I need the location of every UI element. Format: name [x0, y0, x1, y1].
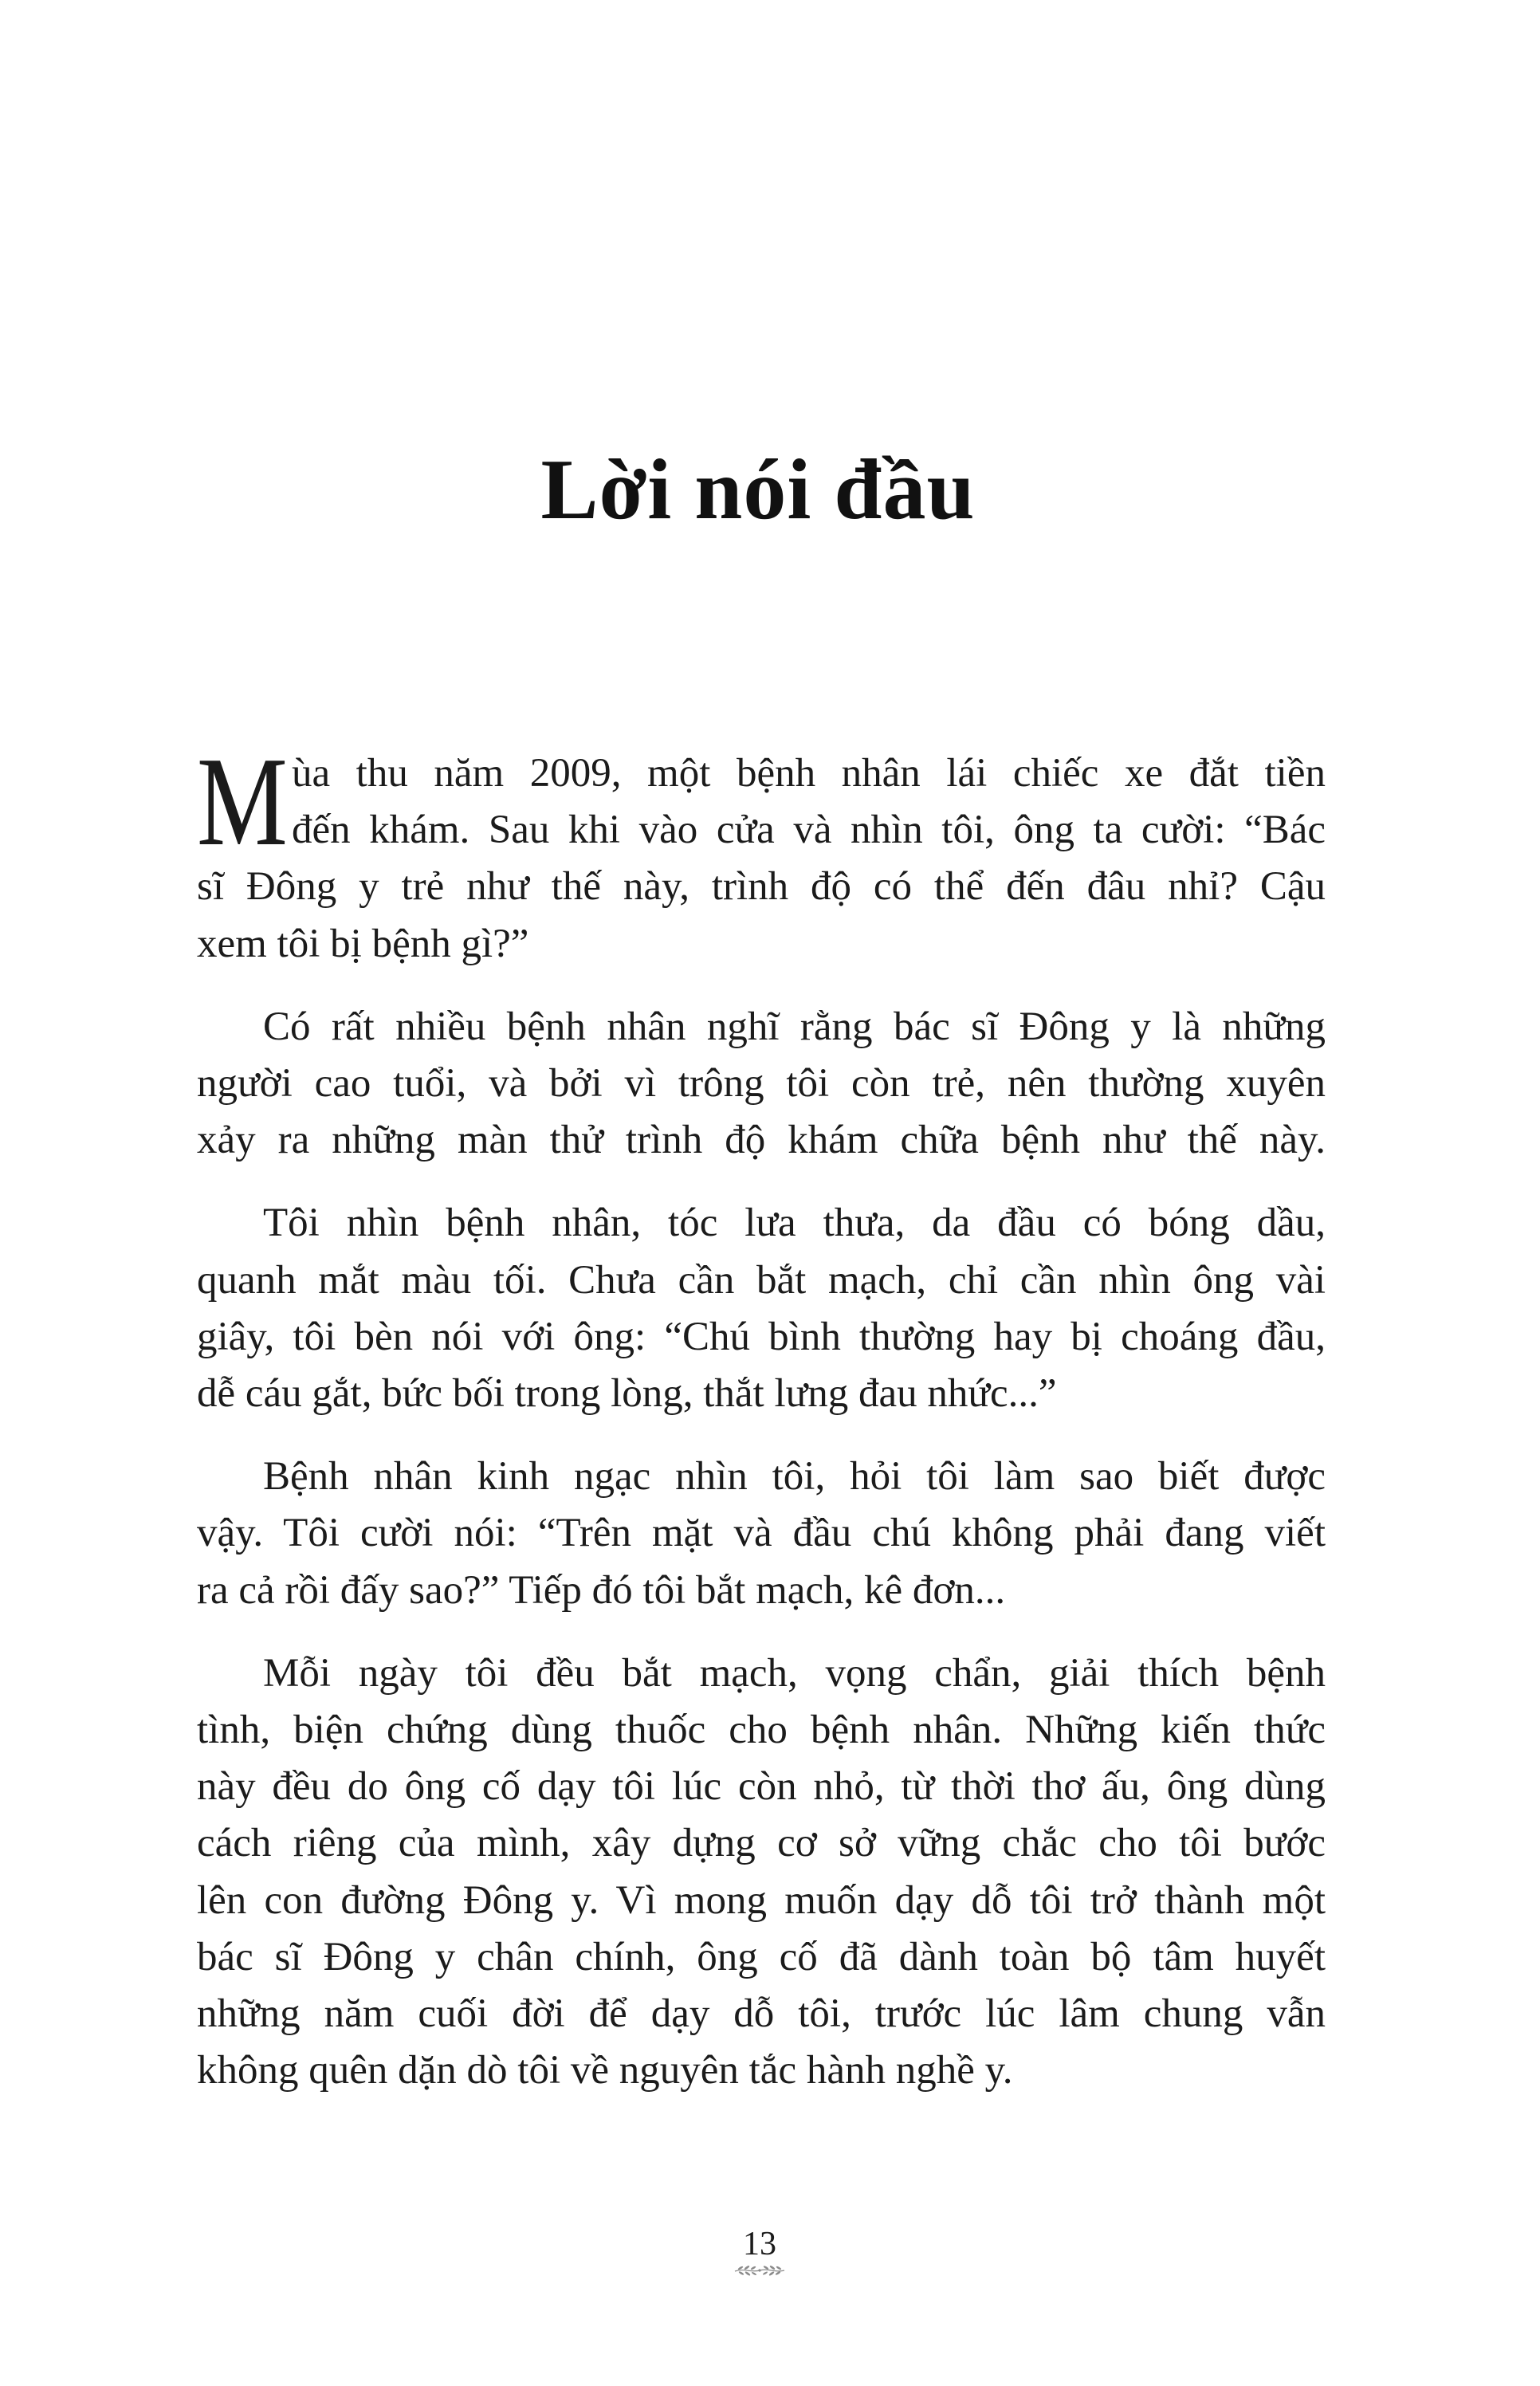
text-line: tình, biện chứng dùng thuốc cho bệnh nhân. Những kiến thức: [197, 1708, 1326, 1753]
text-line: không quên dặn dò tôi về nguyên tắc hành nghề y.: [197, 2048, 1013, 2093]
text-line: Mỗi ngày tôi đều bắt mạch, vọng chẩn, giải thích bệnh: [263, 1650, 1326, 1696]
page-number: 13: [743, 2226, 776, 2262]
chapter-title: Lời nói đầu: [540, 442, 976, 537]
text-line: lên con đường Đông y. Vì mong muốn dạy dỗ tôi trở thành một: [197, 1877, 1326, 1923]
paragraph: [197, 999, 1326, 1169]
text-line: dễ cáu gắt, bức bối trong lòng, thắt lưng đau nhức...”: [197, 1371, 1057, 1417]
text-line: Tôi nhìn bệnh nhân, tóc lưa thưa, da đầu có bóng dầu,: [263, 1201, 1326, 1246]
paragraph: [197, 730, 1326, 973]
text-line: đến khám. Sau khi vào cửa và nhìn tôi, ông ta cười: “Bác: [292, 808, 1326, 853]
text-line: những năm cuối đời để dạy dỗ tôi, trước lúc lâm chung vẫn: [197, 1991, 1326, 2037]
text-line: cách riêng của mình, xây dựng cơ sở vững chắc cho tôi bước: [197, 1821, 1326, 1866]
text-line: bác sĩ Đông y chân chính, ông cố đã dành toàn bộ tâm huyết: [197, 1934, 1326, 1979]
text-line: này đều do ông cố dạy tôi lúc còn nhỏ, từ thời thơ ấu, ông dùng: [197, 1764, 1326, 1810]
text-line: người cao tuổi, và bởi vì trông tôi còn trẻ, nên thường xuyên: [197, 1061, 1326, 1107]
text-line: ra cả rồi đấy sao?” Tiếp đó tôi bắt mạch, kê đơn...: [197, 1567, 1006, 1613]
text-line: vậy. Tôi cười nói: “Trên mặt và đầu chú không phải đang viết: [197, 1511, 1326, 1556]
text-line: xem tôi bị bệnh gì?”: [197, 921, 529, 966]
paragraph: [197, 1195, 1326, 1422]
paragraph: [197, 1645, 1326, 2100]
text-line: Bệnh nhân kinh ngạc nhìn tôi, hỏi tôi làm sao biết được: [263, 1454, 1326, 1500]
paragraph: [197, 1449, 1326, 1619]
text-line: quanh mắt màu tối. Chưa cần bắt mạch, chỉ cần nhìn ông vài: [197, 1257, 1326, 1303]
text-line: giây, tôi bèn nói với ông: “Chú bình thường hay bị choáng đầu,: [197, 1314, 1326, 1359]
text-line: ùa thu năm 2009, một bệnh nhân lái chiếc xe đắt tiền: [292, 751, 1326, 796]
text-line: sĩ Đông y trẻ như thế này, trình độ có thể đến đâu nhỉ? Cậu: [197, 864, 1326, 910]
text-line: Có rất nhiều bệnh nhân nghĩ rằng bác sĩ Đông y là những: [263, 1004, 1326, 1049]
body-text: [197, 730, 1326, 2099]
leaf-ornament-icon: [731, 2261, 788, 2280]
text-line: xảy ra những màn thử trình độ khám chữa bệnh như thế này.: [197, 1118, 1326, 1163]
drop-cap: M: [197, 730, 288, 872]
